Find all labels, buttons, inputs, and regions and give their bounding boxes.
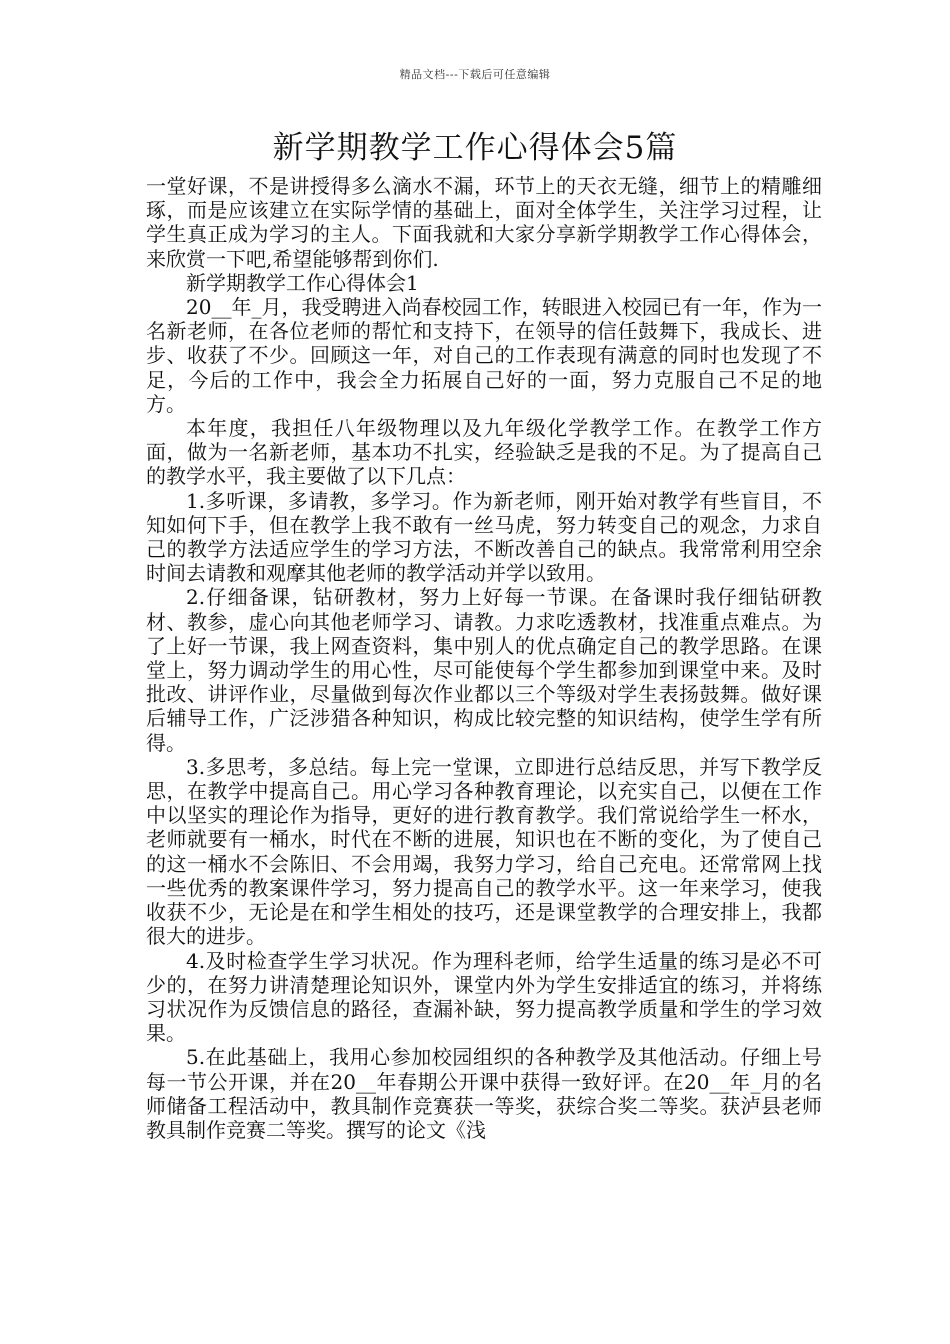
section-heading: 新学期教学工作心得体会1 xyxy=(186,270,419,295)
list-item-paragraph: 5.在此基础上，我用心参加校园组织的各种教学及其他活动。仔细上号每一节公开课，并在20__年春期公开课中获得一致好评。在20__年_月的名师储备工程活动中，教具制作竞赛获一等奖，获综合奖二等奖。获泸县老师教具制作竞赛二等奖。撰写的论文《浅 xyxy=(146,1045,822,1142)
document-body xyxy=(146,174,822,1142)
list-item-paragraph: 4.及时检查学生学习状况。作为理科老师，给学生适量的练习是必不可少的，在努力讲清楚理论知识外，课堂内外为学生安排适宜的练习，并将练习状况作为反馈信息的路径，查漏补缺，努力提高教学质量和学生的学习效果。 xyxy=(146,948,822,1046)
document-title: 新学期教学工作心得体会5篇 xyxy=(272,130,678,166)
body-paragraph: 本年度，我担任八年级物理以及九年级化学教学工作。在教学工作方面，做为一名新老师，基本功不扎实，经验缺乏是我的不足。为了提高自己的教学水平，我主要做了以下几点： xyxy=(146,416,822,489)
body-paragraph: 20__年_月，我受聘进入尚春校园工作，转眼进入校园已有一年，作为一名新老师，在各位老师的帮忙和支持下，在领导的信任鼓舞下，我成长、进步、收获了不少。回顾这一年，对自己的工作表现有满意的同时也发现了不足，今后的工作中，我会全力拓展自己好的一面，努力克服自己不足的地方。 xyxy=(146,295,822,416)
list-item-paragraph: 1.多听课，多请教，多学习。作为新老师，刚开始对教学有些盲目，不知如何下手，但在教学上我不敢有一丝马虎，努力转变自己的观念，力求自己的教学方法适应学生的学习方法，不断改善自己的缺点。我常常利用空余时间去请教和观摩其他老师的教学活动并学以致用。 xyxy=(146,488,822,586)
intro-paragraph: 一堂好课，不是讲授得多么滴水不漏，环节上的天衣无缝，细节上的精雕细琢，而是应该建立在实际学情的基础上，面对全体学生，关注学习过程，让学生真正成为学习的主人。下面我就和大家分享新学期教学工作心得体会，来欣赏一下吧,希望能够帮到你们. xyxy=(146,174,822,271)
list-item-paragraph: 3.多思考，多总结。每上完一堂课，立即进行总结反思，并写下教学反思，在教学中提高自己。用心学习各种教育理论，以充实自己，以便在工作中以坚实的理论作为指导，更好的进行教育教学。我们常说给学生一杯水，老师就要有一桶水，时代在不断的进展，知识也在不断的变化，为了使自己的这一桶水不会陈旧、不会用竭，我努力学习，给自己充电。还常常网上找一些优秀的教案课件学习，努力提高自己的教学水平。这一年来学习，使我收获不少，无论是在和学生相处的技巧，还是课堂教学的合理安排上，我都很大的进步。 xyxy=(146,754,822,949)
header-note: 精品文档---下载后可任意编辑 xyxy=(399,68,551,81)
list-item-paragraph: 2.仔细备课，钻研教材，努力上好每一节课。在备课时我仔细钻研教材、教参，虚心向其他老师学习、请教。力求吃透教材，找准重点难点。为了上好一节课，我上网查资料，集中别人的优点确定自己的教学思路。在课堂上，努力调动学生的用心性，尽可能使每个学生都参加到课堂中来。及时批改、讲评作业，尽量做到每次作业都以三个等级对学生表扬鼓舞。做好课后辅导工作，广泛涉猎各种知识，构成比较完整的知识结构，使学生学有所得。 xyxy=(146,585,822,755)
